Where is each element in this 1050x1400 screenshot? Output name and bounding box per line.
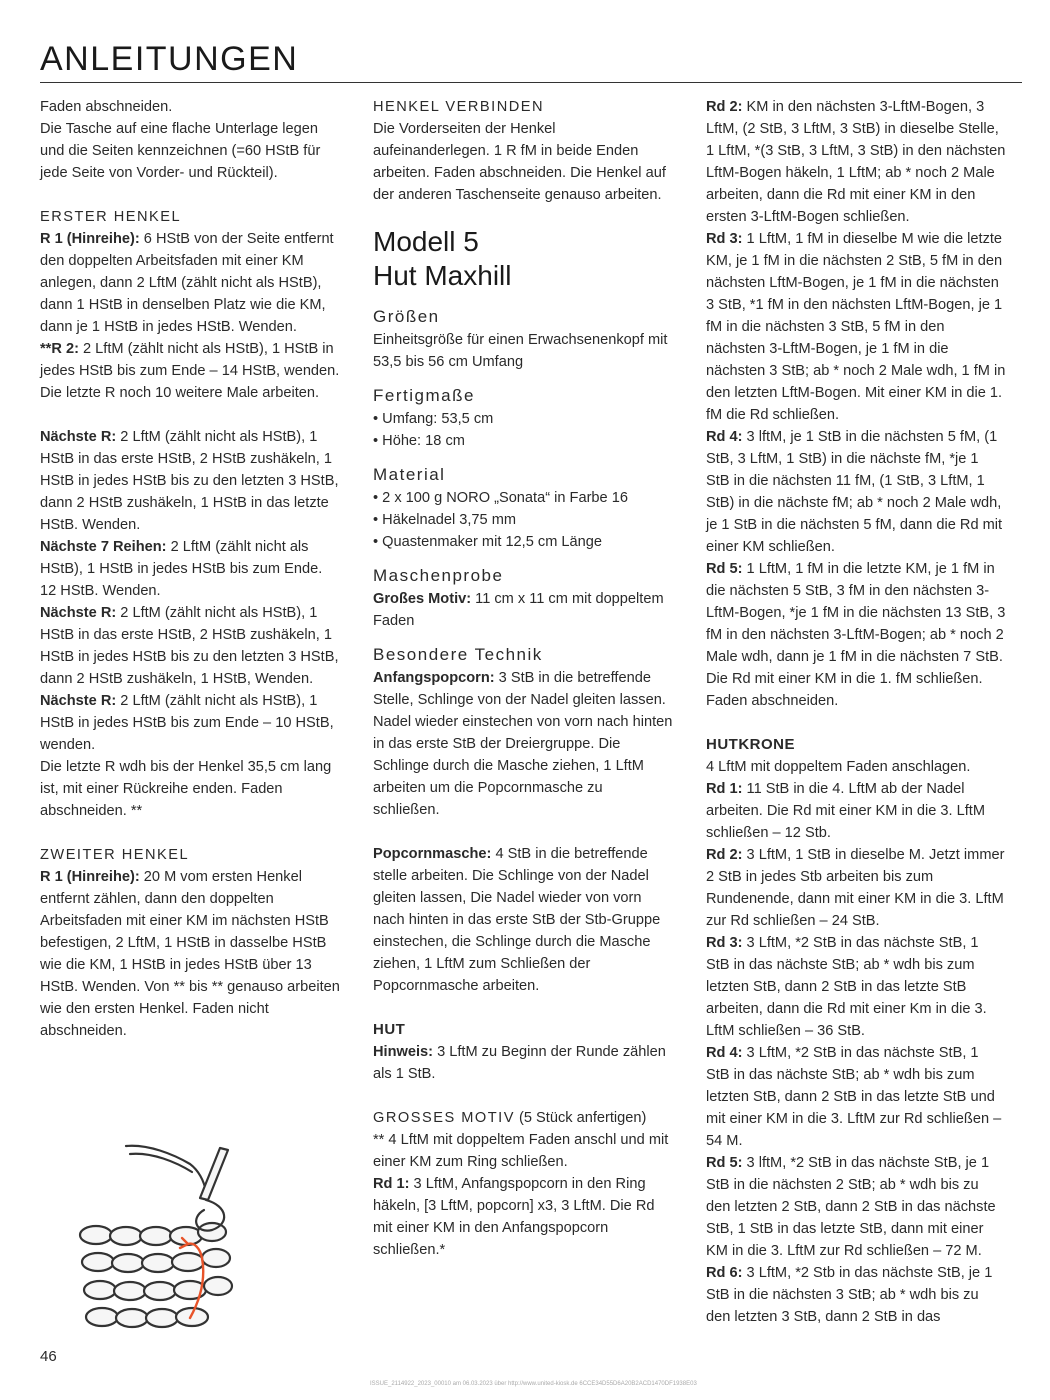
instruction-r1: R 1 (Hinreihe): 6 HStB von der Seite entfernt den doppelten Arbeitsfaden mit einer KM anlegen, dann 2 LftM (zählt nicht als HStB), dann 1 HStB in denselben Platz wie die KM, dann je 1 HStB in jedes HStB. Wenden. [40, 231, 334, 335]
paragraph: Die letzte R wdh bis der Henkel 35,5 cm lang ist, mit einer Rückreihe enden. Faden abschneiden. ** [40, 759, 332, 819]
instruction-krone-rd3: Rd 3: 3 LftM, *2 StB in das nächste StB, 1 StB in das nächste StB; ab * wdh bis zum letzten StB, dann 2 StB in das letzte StB arbeiten, dann die Rd mit einer Km in die 3. LftM schließen – 36 StB. [706, 935, 987, 1039]
footer-fine-print: ISSUE_2114922_2023_00010 am 06.03.2023 über http://www.united-kiosk.de 6CCE34D55D6A20B2ACD1470DF1938E03 [370, 1381, 697, 1387]
paragraph: Die Tasche auf eine flache Unterlage legen und die Seiten kennzeichnen (=60 HStB für jede Seite von Vorder- und Rückteil). [40, 121, 321, 181]
instruction-zweiter-r1: R 1 (Hinreihe): 20 M vom ersten Henkel entfernt zählen, dann den doppelten Arbeitsfaden mit einer KM im nächsten HStB befestigen, 2 LftM, 1 HStB in dasselbe HStB wie die KM, 1 HStB in jedes HStB über 13 HStB. Wenden. Von ** bis ** genauso arbeiten wie den ersten Henkel. Faden nicht abschneiden. [40, 869, 340, 1039]
subheading-maschenprobe: Maschenprobe [373, 566, 504, 585]
paragraph: Hinweis: 3 LftM zu Beginn der Runde zählen als 1 StB. [373, 1044, 666, 1082]
section-heading-henkel-verbinden: HENKEL VERBINDEN [373, 99, 545, 115]
paragraph: Die letzte R noch 10 weitere Male arbeiten. [40, 385, 320, 401]
instruction-rd1: Rd 1: 3 LftM, Anfangspopcorn in den Ring häkeln, [3 LftM, popcorn] x3, 3 LftM. Die Rd mit einer KM in den Anfangspopcorn schließen.* [373, 1176, 655, 1258]
paragraph: Die Vorderseiten der Henkel aufeinanderlegen. 1 R fM in beide Enden arbeiten. Faden abschneiden. Die Henkel auf der anderen Taschenseite genauso arbeiten. [373, 121, 666, 203]
paragraph: Popcornmasche: 4 StB in die betreffende stelle arbeiten. Die Schlinge von der Nadel gleiten lassen, Die Nadel wieder von vorn nach hinten in das erste StB der Stb-Gruppe einstechen, die Schlinge durch die Masche ziehen, 1 LftM zum Schließen der Popcornmasche arbeiten. [373, 846, 661, 994]
paragraph: Faden abschneiden. [40, 99, 173, 115]
column-1 [40, 96, 340, 1042]
crochet-stitch-diagram-icon [78, 1140, 278, 1340]
paragraph: Großes Motiv: 11 cm x 11 cm mit doppeltem Faden [373, 591, 664, 629]
model-title: Modell 5 Hut Maxhill [373, 226, 512, 291]
instruction-rd2: Rd 2: KM in den nächsten 3-LftM-Bogen, 3 LftM, (2 StB, 3 LftM, 3 StB) in dieselbe Stelle, 1 LftM, *(3 StB, 3 LftM, 3 StB) in den nächsten LftM-Bogen häkeln, 1 LftM; ab * noch 2 Male arbeiten, dann die Rd mit einer KM in den ersten 3-LftM-Bogen schließen. [706, 99, 1006, 225]
column-3 [706, 96, 1006, 1328]
instruction-rd5: Rd 5: 1 LftM, 1 fM in die letzte KM, je 1 fM in die nächsten 5 StB, 3 fM in den nächsten 3-LftM-Bogen, *je 1 fM in die nächsten 13 StB, 3 fM in den nächsten 3-LftM-Bogen; ab * noch 2 Male wdh, dann je 1 fM in die nächsten 7 StB. Die Rd mit einer KM in die 1. fM schließen. Faden abschneiden. [706, 561, 1006, 709]
instruction-krone-rd4: Rd 4: 3 LftM, *2 StB in das nächste StB, 1 StB in das nächste StB; ab * wdh bis zum letzten StB, dann 2 StB in das letzte StB und mit einer KM in die 3. LftM zur Rd schließen – 54 M. [706, 1045, 1002, 1149]
list-item: • 2 x 100 g NORO „Sonata“ in Farbe 16 [373, 490, 628, 506]
instruction-next-row: Nächste R: 2 LftM (zählt nicht als HStB), 1 HStB in das erste HStB, 2 HStB zushäkeln, 1 HStB in jedes HStB bis zu den letzten 3 HStB, dann 2 HStB zushäkeln, 1 HStB in das letzte HStB. Wenden. [40, 429, 339, 533]
section-heading-hut: HUT [373, 1021, 406, 1038]
instruction-krone-rd1: Rd 1: 11 StB in die 4. LftM ab der Nadel arbeiten. Die Rd mit einer KM in die 3. LftM schließen – 12 Stb. [706, 781, 986, 841]
instruction-krone-rd6: Rd 6: 3 LftM, *2 Stb in das nächste StB, je 1 StB in die nächsten 3 StB; ab * wdh bis zu den letzten 3 StB, dann 2 StB in das [706, 1265, 993, 1325]
subheading-groessen: Größen [373, 307, 440, 326]
section-heading-zweiter-henkel: ZWEITER HENKEL [40, 847, 190, 863]
title-rule [40, 82, 1022, 83]
subheading-besondere-technik: Besondere Technik [373, 645, 543, 664]
instruction-krone-rd2: Rd 2: 3 LftM, 1 StB in dieselbe M. Jetzt immer 2 StB in jedes Stb arbeiten bis zum Rundenende, dann mit einer KM in die 3. LftM zur Rd schließen – 24 StB. [706, 847, 1005, 929]
section-heading-hutkrone: HUTKRONE [706, 736, 795, 753]
paragraph: Einheitsgröße für einen Erwachsenenkopf mit 53,5 bis 56 cm Umfang [373, 332, 668, 370]
paragraph: 4 LftM mit doppeltem Faden anschlagen. [706, 759, 971, 775]
list-item: • Höhe: 18 cm [373, 433, 465, 449]
instruction-rd4: Rd 4: 3 lftM, je 1 StB in die nächsten 5 fM, (1 StB, 3 LftM, 1 StB) in die nächste fM, *je 1 StB in die nächsten 11 fM, (1 StB, 3 LftM, 1 StB) in die nächste fM; ab * noch 2 Male wdh, je 1 StB in die nächsten 5 fM, dann die Rd mit einer KM schließen. [706, 429, 1003, 555]
page-title: ANLEITUNGEN [40, 40, 299, 78]
list-item: • Quastenmaker mit 12,5 cm Länge [373, 534, 602, 550]
section-heading-grosses-motiv: GROSSES MOTIV (5 Stück anfertigen) [373, 1110, 647, 1126]
instruction-r2: **R 2: 2 LftM (zählt nicht als HStB), 1 HStB in jedes HStB bis zum Ende – 14 HStB, wenden. [40, 341, 340, 379]
paragraph: ** 4 LftM mit doppeltem Faden anschl und mit einer KM zum Ring schließen. [373, 1132, 669, 1170]
column-2 [373, 96, 673, 1261]
page-number: 46 [40, 1348, 57, 1365]
section-heading-erster-henkel: ERSTER HENKEL [40, 209, 182, 225]
instruction-rd3: Rd 3: 1 LftM, 1 fM in dieselbe M wie die letzte KM, je 1 fM in die nächsten 2 StB, 5 fM in den nächsten LftM-Bogen, je 1 fM in die nächsten 3 StB, *1 fM in den nächsten LftM-Bogen, je 1 fM in die nächsten 3 StB, 5 fM in den nächsten 3-LftM-Bogen, je 1 fM in die nächsten 3 StB; ab * noch 2 Male wdh, 1 fM in den letzten LftM-Bogen. Mit einer KM in die 1. fM die Rd schließen. [706, 231, 1006, 423]
list-item: • Umfang: 53,5 cm [373, 411, 494, 427]
instruction-next-row: Nächste R: 2 LftM (zählt nicht als HStB), 1 HStB in das erste HStB, 2 HStB zushäkeln, 1 HStB in jedes HStB bis zu den letzten 3 HStB, dann 2 HStB zushäkeln, 1 HStB, Wenden. [40, 605, 339, 687]
paragraph: Anfangspopcorn: 3 StB in die betreffende Stelle, Schlinge von der Nadel gleiten lassen. Nadel wieder einstechen von vorn nach hinten in das erste StB der Dreiergruppe. Die Schlinge durch die Masche ziehen, 1 LftM arbeiten um die Popcornmasche zu schließen. [373, 670, 673, 818]
instruction-krone-rd5: Rd 5: 3 lftM, *2 StB in das nächste StB, je 1 StB in die nächsten 2 StB; ab * wdh bis zu den letzten 2 StB, dann 2 StB in das nächste StB, 1 StB in das letzte StB, dann mit einer KM in die 3. LftM zur Rd schließen – 72 M. [706, 1155, 996, 1259]
subheading-material: Material [373, 465, 446, 484]
instruction-next-row: Nächste R: 2 LftM (zählt nicht als HStB), 1 HStB in jedes HStB bis zum Ende – 10 HStB, wenden. [40, 693, 334, 753]
subheading-fertigmasse: Fertigmaße [373, 386, 475, 405]
list-item: • Häkelnadel 3,75 mm [373, 512, 517, 528]
instruction-next-7-rows: Nächste 7 Reihen: 2 LftM (zählt nicht als HStB), 1 HStB in jedes HStB bis zum Ende. 12 HStB. Wenden. [40, 539, 323, 599]
